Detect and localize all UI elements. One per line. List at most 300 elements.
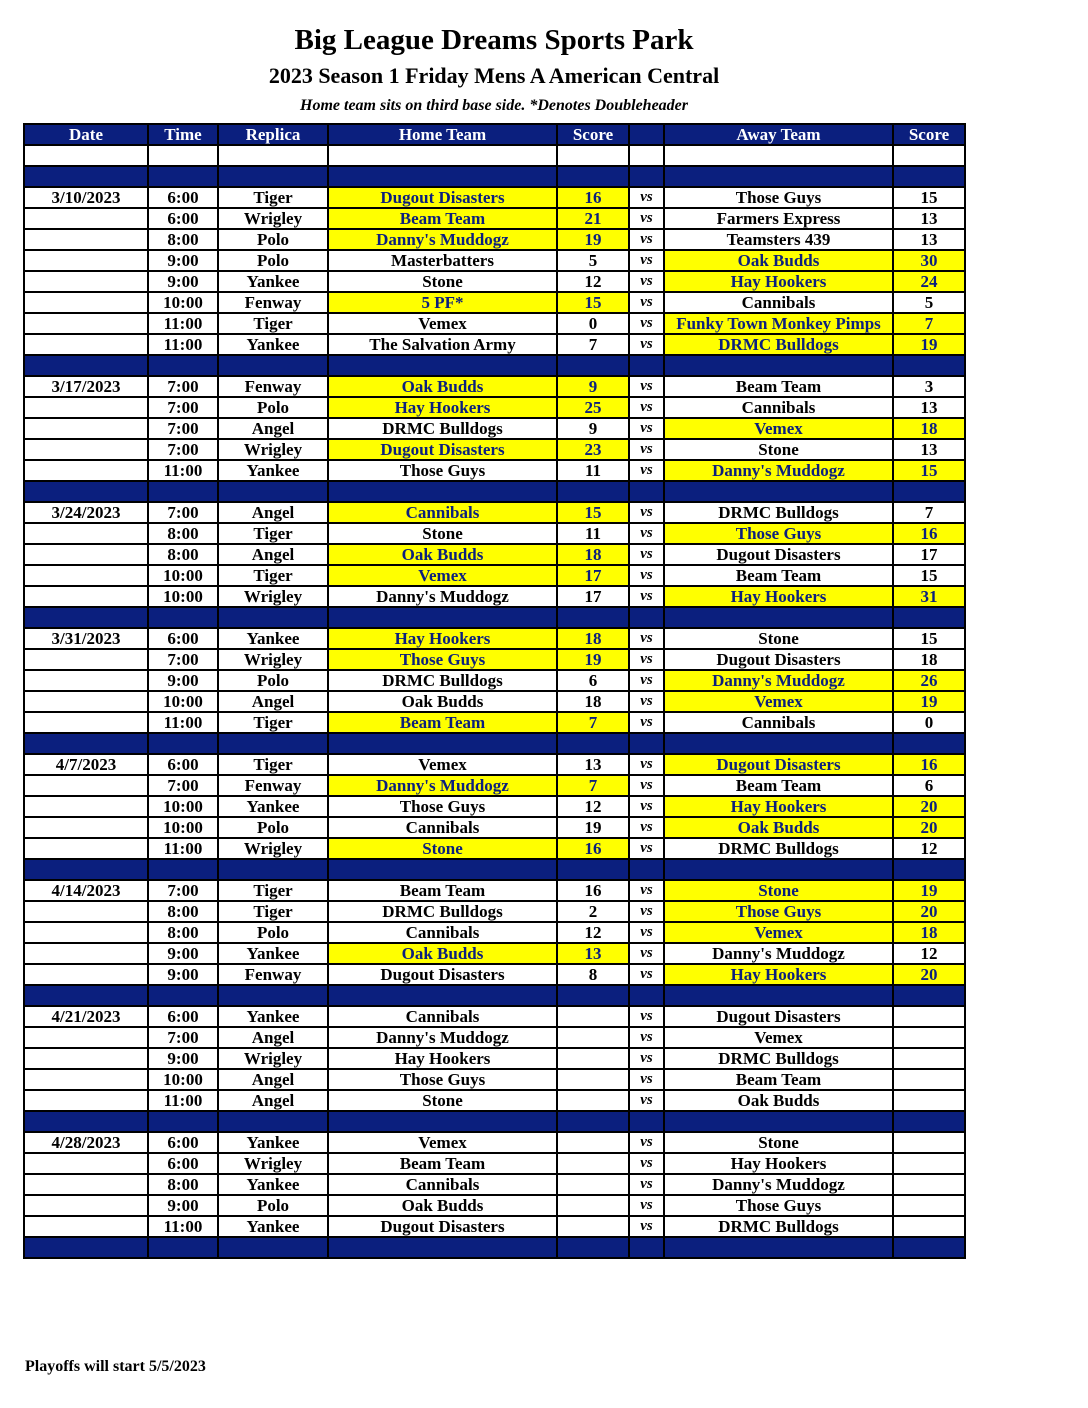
vs-cell: vs	[629, 187, 664, 208]
away-score-cell: 30	[893, 250, 965, 271]
vs-cell: vs	[629, 565, 664, 586]
vs-cell: vs	[629, 1132, 664, 1153]
away-team-cell: Dugout Disasters	[664, 649, 893, 670]
time-cell: 6:00	[148, 1132, 218, 1153]
vs-cell: vs	[629, 1006, 664, 1027]
field-cell: Wrigley	[218, 1153, 328, 1174]
blank-cell	[148, 145, 218, 166]
time-cell: 10:00	[148, 1069, 218, 1090]
away-team-cell: DRMC Bulldogs	[664, 838, 893, 859]
game-row	[24, 1216, 965, 1237]
home-score-cell: 12	[557, 271, 629, 292]
separator-cell	[148, 859, 218, 880]
home-score-cell: 18	[557, 544, 629, 565]
home-team-cell: Beam Team	[328, 208, 557, 229]
time-cell: 7:00	[148, 880, 218, 901]
time-cell: 7:00	[148, 376, 218, 397]
week-separator	[24, 1237, 965, 1258]
time-cell: 8:00	[148, 1174, 218, 1195]
field-cell: Wrigley	[218, 439, 328, 460]
vs-cell: vs	[629, 313, 664, 334]
away-score-cell: 26	[893, 670, 965, 691]
away-team-cell: Those Guys	[664, 523, 893, 544]
home-team-cell: Beam Team	[328, 880, 557, 901]
separator-cell	[664, 985, 893, 1006]
home-team-cell: Masterbatters	[328, 250, 557, 271]
home-score-cell: 19	[557, 817, 629, 838]
time-cell: 7:00	[148, 418, 218, 439]
away-score-cell: 15	[893, 460, 965, 481]
away-team-cell: DRMC Bulldogs	[664, 1048, 893, 1069]
away-team-cell: Hay Hookers	[664, 1153, 893, 1174]
separator-cell	[629, 985, 664, 1006]
away-score-cell: 19	[893, 334, 965, 355]
home-team-cell: Hay Hookers	[328, 1048, 557, 1069]
home-score-cell: 12	[557, 922, 629, 943]
header-row	[24, 124, 965, 145]
vs-cell: vs	[629, 1153, 664, 1174]
separator-cell	[893, 481, 965, 502]
away-team-cell: Vemex	[664, 922, 893, 943]
separator-cell	[557, 481, 629, 502]
home-score-cell: 18	[557, 691, 629, 712]
field-cell: Polo	[218, 250, 328, 271]
vs-cell: vs	[629, 250, 664, 271]
date-cell	[24, 208, 148, 229]
away-team-cell: Dugout Disasters	[664, 544, 893, 565]
blank-row	[24, 145, 965, 166]
time-cell: 8:00	[148, 901, 218, 922]
separator-cell	[24, 1111, 148, 1132]
date-cell: 4/7/2023	[24, 754, 148, 775]
time-cell: 11:00	[148, 1216, 218, 1237]
time-cell: 6:00	[148, 187, 218, 208]
separator-cell	[664, 859, 893, 880]
home-score-cell: 9	[557, 418, 629, 439]
away-team-cell: Funky Town Monkey Pimps	[664, 313, 893, 334]
away-team-cell: Danny's Muddogz	[664, 460, 893, 481]
field-cell: Tiger	[218, 523, 328, 544]
date-cell	[24, 943, 148, 964]
field-cell: Angel	[218, 502, 328, 523]
page-subtitle: 2023 Season 1 Friday Mens A American Central	[268, 63, 720, 88]
separator-cell	[557, 985, 629, 1006]
time-cell: 9:00	[148, 1048, 218, 1069]
away-score-cell: 18	[893, 922, 965, 943]
home-score-cell	[557, 1132, 629, 1153]
home-score-cell: 16	[557, 880, 629, 901]
away-score-cell	[893, 1069, 965, 1090]
separator-cell	[664, 355, 893, 376]
away-score-cell: 13	[893, 397, 965, 418]
away-team-cell: DRMC Bulldogs	[664, 1216, 893, 1237]
home-team-cell: Cannibals	[328, 817, 557, 838]
home-team-cell: DRMC Bulldogs	[328, 418, 557, 439]
home-score-cell: 8	[557, 964, 629, 985]
game-row	[24, 1048, 965, 1069]
separator-cell	[629, 1111, 664, 1132]
separator-cell	[328, 355, 557, 376]
home-score-cell: 0	[557, 313, 629, 334]
separator-cell	[218, 355, 328, 376]
field-cell: Polo	[218, 922, 328, 943]
date-cell	[24, 523, 148, 544]
separator-cell	[328, 166, 557, 187]
home-score-cell: 25	[557, 397, 629, 418]
away-team-cell: Beam Team	[664, 775, 893, 796]
home-team-cell: Beam Team	[328, 1153, 557, 1174]
field-cell: Wrigley	[218, 649, 328, 670]
date-cell: 4/28/2023	[24, 1132, 148, 1153]
blank-cell	[557, 145, 629, 166]
field-cell: Tiger	[218, 313, 328, 334]
vs-cell: vs	[629, 817, 664, 838]
home-team-cell: Stone	[328, 838, 557, 859]
date-cell	[24, 838, 148, 859]
time-cell: 11:00	[148, 460, 218, 481]
footer-note: Playoffs will start 5/5/2023	[25, 1358, 206, 1375]
vs-cell: vs	[629, 1069, 664, 1090]
separator-cell	[218, 1237, 328, 1258]
home-team-cell: Cannibals	[328, 922, 557, 943]
field-cell: Yankee	[218, 271, 328, 292]
home-score-cell: 11	[557, 460, 629, 481]
home-score-cell	[557, 1153, 629, 1174]
vs-cell: vs	[629, 208, 664, 229]
date-cell	[24, 586, 148, 607]
home-team-cell: Stone	[328, 1090, 557, 1111]
game-row	[24, 229, 965, 250]
home-team-cell: Those Guys	[328, 796, 557, 817]
week-separator	[24, 481, 965, 502]
game-row	[24, 775, 965, 796]
away-score-cell: 19	[893, 691, 965, 712]
field-cell: Yankee	[218, 1132, 328, 1153]
home-team-cell: 5 PF*	[328, 292, 557, 313]
vs-cell: vs	[629, 880, 664, 901]
separator-cell	[328, 1237, 557, 1258]
separator-cell	[328, 733, 557, 754]
home-score-cell: 15	[557, 502, 629, 523]
date-cell	[24, 1153, 148, 1174]
week-separator	[24, 733, 965, 754]
game-row	[24, 880, 965, 901]
date-cell	[24, 775, 148, 796]
away-score-cell: 18	[893, 418, 965, 439]
away-team-cell: Oak Budds	[664, 1090, 893, 1111]
away-score-cell: 0	[893, 712, 965, 733]
home-team-cell: Dugout Disasters	[328, 964, 557, 985]
away-team-cell: Danny's Muddogz	[664, 943, 893, 964]
away-score-cell: 16	[893, 754, 965, 775]
away-team-cell: DRMC Bulldogs	[664, 334, 893, 355]
date-cell: 4/14/2023	[24, 880, 148, 901]
separator-cell	[218, 607, 328, 628]
col-home-score: Score	[557, 124, 629, 145]
date-cell	[24, 334, 148, 355]
separator-cell	[664, 1111, 893, 1132]
game-row	[24, 418, 965, 439]
date-cell	[24, 649, 148, 670]
separator-cell	[557, 166, 629, 187]
field-cell: Polo	[218, 1195, 328, 1216]
vs-cell: vs	[629, 397, 664, 418]
separator-cell	[24, 733, 148, 754]
time-cell: 6:00	[148, 1006, 218, 1027]
time-cell: 11:00	[148, 1090, 218, 1111]
game-row	[24, 1132, 965, 1153]
vs-cell: vs	[629, 418, 664, 439]
vs-cell: vs	[629, 334, 664, 355]
week-separator	[24, 1111, 965, 1132]
away-team-cell: Dugout Disasters	[664, 1006, 893, 1027]
home-score-cell	[557, 1216, 629, 1237]
date-cell	[24, 250, 148, 271]
game-row	[24, 1090, 965, 1111]
date-cell	[24, 439, 148, 460]
away-score-cell: 17	[893, 544, 965, 565]
time-cell: 8:00	[148, 523, 218, 544]
separator-cell	[557, 355, 629, 376]
home-team-cell: Those Guys	[328, 1069, 557, 1090]
game-row	[24, 586, 965, 607]
away-team-cell: Stone	[664, 628, 893, 649]
vs-cell: vs	[629, 1027, 664, 1048]
separator-cell	[893, 166, 965, 187]
col-away-score: Score	[893, 124, 965, 145]
home-score-cell	[557, 1027, 629, 1048]
separator-cell	[24, 859, 148, 880]
home-team-cell: Stone	[328, 271, 557, 292]
home-team-cell: Danny's Muddogz	[328, 229, 557, 250]
date-cell: 4/21/2023	[24, 1006, 148, 1027]
time-cell: 7:00	[148, 439, 218, 460]
separator-cell	[893, 1111, 965, 1132]
time-cell: 11:00	[148, 838, 218, 859]
time-cell: 10:00	[148, 796, 218, 817]
blank-cell	[629, 145, 664, 166]
away-score-cell: 7	[893, 313, 965, 334]
date-cell	[24, 418, 148, 439]
game-row	[24, 460, 965, 481]
separator-cell	[557, 859, 629, 880]
date-cell	[24, 796, 148, 817]
time-cell: 10:00	[148, 691, 218, 712]
separator-cell	[24, 607, 148, 628]
separator-cell	[557, 1111, 629, 1132]
field-cell: Tiger	[218, 901, 328, 922]
field-cell: Angel	[218, 1069, 328, 1090]
away-team-cell: Cannibals	[664, 712, 893, 733]
home-score-cell: 15	[557, 292, 629, 313]
date-cell	[24, 1195, 148, 1216]
home-score-cell: 11	[557, 523, 629, 544]
time-cell: 10:00	[148, 292, 218, 313]
home-team-cell: Danny's Muddogz	[328, 1027, 557, 1048]
home-team-cell: Oak Budds	[328, 691, 557, 712]
field-cell: Tiger	[218, 565, 328, 586]
home-score-cell: 5	[557, 250, 629, 271]
date-cell: 3/17/2023	[24, 376, 148, 397]
home-score-cell: 2	[557, 901, 629, 922]
away-score-cell	[893, 1216, 965, 1237]
time-cell: 10:00	[148, 565, 218, 586]
game-row	[24, 397, 965, 418]
field-cell: Fenway	[218, 376, 328, 397]
away-score-cell: 13	[893, 208, 965, 229]
separator-cell	[328, 1111, 557, 1132]
time-cell: 11:00	[148, 334, 218, 355]
game-row	[24, 544, 965, 565]
separator-cell	[148, 985, 218, 1006]
away-score-cell	[893, 1132, 965, 1153]
time-cell: 11:00	[148, 313, 218, 334]
game-row	[24, 1174, 965, 1195]
game-row	[24, 943, 965, 964]
vs-cell: vs	[629, 964, 664, 985]
home-score-cell: 16	[557, 838, 629, 859]
separator-cell	[664, 733, 893, 754]
field-cell: Angel	[218, 418, 328, 439]
away-score-cell: 19	[893, 880, 965, 901]
field-cell: Angel	[218, 1090, 328, 1111]
field-cell: Angel	[218, 544, 328, 565]
time-cell: 6:00	[148, 1153, 218, 1174]
home-score-cell: 7	[557, 712, 629, 733]
game-row	[24, 334, 965, 355]
away-team-cell: Those Guys	[664, 1195, 893, 1216]
time-cell: 7:00	[148, 1027, 218, 1048]
home-score-cell: 16	[557, 187, 629, 208]
date-cell	[24, 964, 148, 985]
game-row	[24, 208, 965, 229]
field-cell: Wrigley	[218, 208, 328, 229]
separator-cell	[557, 733, 629, 754]
field-cell: Yankee	[218, 1174, 328, 1195]
field-cell: Yankee	[218, 1006, 328, 1027]
field-cell: Angel	[218, 1027, 328, 1048]
away-score-cell: 7	[893, 502, 965, 523]
game-row	[24, 292, 965, 313]
blank-cell	[664, 145, 893, 166]
game-row	[24, 838, 965, 859]
away-team-cell: Vemex	[664, 691, 893, 712]
separator-cell	[148, 355, 218, 376]
vs-cell: vs	[629, 796, 664, 817]
date-cell	[24, 691, 148, 712]
separator-cell	[148, 481, 218, 502]
home-score-cell: 17	[557, 586, 629, 607]
home-score-cell: 13	[557, 943, 629, 964]
date-cell	[24, 922, 148, 943]
home-team-cell: Cannibals	[328, 1174, 557, 1195]
vs-cell: vs	[629, 1174, 664, 1195]
time-cell: 6:00	[148, 208, 218, 229]
home-team-cell: Dugout Disasters	[328, 1216, 557, 1237]
field-cell: Wrigley	[218, 838, 328, 859]
home-team-cell: Those Guys	[328, 460, 557, 481]
away-score-cell: 16	[893, 523, 965, 544]
vs-cell: vs	[629, 439, 664, 460]
vs-cell: vs	[629, 586, 664, 607]
home-score-cell	[557, 1006, 629, 1027]
date-cell	[24, 271, 148, 292]
vs-cell: vs	[629, 271, 664, 292]
schedule-body	[24, 145, 965, 1258]
separator-cell	[148, 607, 218, 628]
time-cell: 10:00	[148, 817, 218, 838]
home-team-cell: Hay Hookers	[328, 628, 557, 649]
vs-cell: vs	[629, 838, 664, 859]
field-cell: Polo	[218, 397, 328, 418]
blank-cell	[893, 145, 965, 166]
home-team-cell: Danny's Muddogz	[328, 586, 557, 607]
time-cell: 6:00	[148, 628, 218, 649]
time-cell: 7:00	[148, 502, 218, 523]
away-team-cell: Stone	[664, 1132, 893, 1153]
home-score-cell: 19	[557, 229, 629, 250]
field-cell: Tiger	[218, 712, 328, 733]
time-cell: 9:00	[148, 271, 218, 292]
separator-cell	[664, 166, 893, 187]
game-row	[24, 502, 965, 523]
time-cell: 9:00	[148, 943, 218, 964]
blank-cell	[24, 145, 148, 166]
separator-cell	[328, 985, 557, 1006]
away-score-cell: 18	[893, 649, 965, 670]
game-row	[24, 1027, 965, 1048]
date-cell	[24, 397, 148, 418]
game-row	[24, 313, 965, 334]
away-score-cell: 6	[893, 775, 965, 796]
field-cell: Yankee	[218, 943, 328, 964]
separator-cell	[664, 1237, 893, 1258]
separator-cell	[893, 1237, 965, 1258]
vs-cell: vs	[629, 292, 664, 313]
home-team-cell: DRMC Bulldogs	[328, 670, 557, 691]
home-team-cell: Hay Hookers	[328, 397, 557, 418]
home-score-cell	[557, 1090, 629, 1111]
away-team-cell: Beam Team	[664, 565, 893, 586]
home-score-cell	[557, 1195, 629, 1216]
field-cell: Angel	[218, 691, 328, 712]
vs-cell: vs	[629, 754, 664, 775]
separator-cell	[893, 859, 965, 880]
vs-cell: vs	[629, 1195, 664, 1216]
week-separator	[24, 985, 965, 1006]
away-score-cell: 15	[893, 187, 965, 208]
date-cell: 3/24/2023	[24, 502, 148, 523]
field-cell: Fenway	[218, 964, 328, 985]
date-cell	[24, 1027, 148, 1048]
away-score-cell: 13	[893, 229, 965, 250]
game-row	[24, 187, 965, 208]
time-cell: 7:00	[148, 775, 218, 796]
separator-cell	[664, 607, 893, 628]
away-score-cell	[893, 1153, 965, 1174]
col-replica: Replica	[218, 124, 328, 145]
vs-cell: vs	[629, 460, 664, 481]
away-score-cell: 15	[893, 628, 965, 649]
vs-cell: vs	[629, 523, 664, 544]
field-cell: Fenway	[218, 775, 328, 796]
separator-cell	[629, 355, 664, 376]
separator-cell	[148, 166, 218, 187]
home-score-cell: 23	[557, 439, 629, 460]
date-cell	[24, 1174, 148, 1195]
field-cell: Tiger	[218, 880, 328, 901]
date-cell	[24, 565, 148, 586]
